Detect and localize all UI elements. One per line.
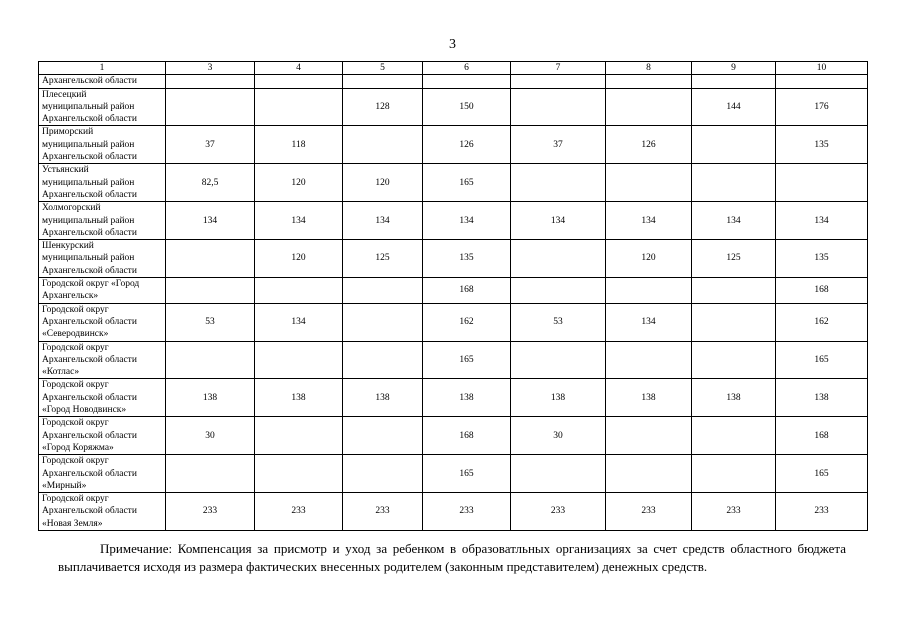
value-cell: 162 bbox=[423, 303, 511, 341]
value-cell: 82,5 bbox=[166, 164, 255, 202]
region-name-line: Городской округ bbox=[42, 342, 109, 353]
value-cell: 165 bbox=[776, 455, 868, 493]
region-name-cell bbox=[39, 379, 166, 417]
value-cell bbox=[343, 75, 423, 88]
region-name-line: Городской округ bbox=[42, 380, 109, 391]
value-cell: 233 bbox=[776, 493, 868, 531]
value-cell: 134 bbox=[606, 303, 692, 341]
value-cell: 30 bbox=[511, 417, 606, 455]
value-cell: 144 bbox=[692, 88, 776, 126]
value-cell bbox=[166, 341, 255, 379]
column-header: 6 bbox=[423, 62, 511, 75]
region-name-line: Архангельской области bbox=[42, 316, 137, 327]
region-name-cell bbox=[39, 126, 166, 164]
region-name-line: Архангельской области bbox=[42, 189, 137, 200]
region-name-line: Архангельской области bbox=[42, 152, 137, 163]
value-cell bbox=[255, 75, 343, 88]
value-cell: 128 bbox=[343, 88, 423, 126]
region-name-line: Устьянский bbox=[42, 165, 89, 176]
value-cell: 126 bbox=[423, 126, 511, 164]
region-name-line: Архангельской области bbox=[42, 227, 137, 238]
value-cell: 120 bbox=[343, 164, 423, 202]
value-cell bbox=[692, 126, 776, 164]
value-cell: 125 bbox=[343, 240, 423, 278]
value-cell: 168 bbox=[423, 417, 511, 455]
region-name-cell bbox=[39, 493, 166, 531]
value-cell: 165 bbox=[776, 341, 868, 379]
value-cell: 138 bbox=[692, 379, 776, 417]
value-cell: 233 bbox=[343, 493, 423, 531]
region-name-cell bbox=[39, 455, 166, 493]
table-row bbox=[39, 75, 868, 88]
region-name-line: Шенкурский bbox=[42, 241, 94, 252]
region-name-line: Городской округ bbox=[42, 418, 109, 429]
region-name-line: Приморский bbox=[42, 127, 94, 138]
value-cell bbox=[511, 341, 606, 379]
column-header: 8 bbox=[606, 62, 692, 75]
region-name-line: Городской округ bbox=[42, 456, 109, 467]
value-cell bbox=[606, 75, 692, 88]
value-cell: 138 bbox=[776, 379, 868, 417]
region-name-line: Архангельской области bbox=[42, 265, 137, 276]
value-cell: 135 bbox=[776, 126, 868, 164]
region-name-line: Архангельск» bbox=[42, 291, 99, 302]
value-cell bbox=[343, 278, 423, 304]
value-cell: 233 bbox=[255, 493, 343, 531]
value-cell bbox=[255, 417, 343, 455]
table-row bbox=[39, 303, 868, 341]
value-cell bbox=[606, 88, 692, 126]
column-header: 4 bbox=[255, 62, 343, 75]
region-name-line: муниципальный район bbox=[42, 177, 135, 188]
region-name-line: муниципальный район bbox=[42, 253, 135, 264]
value-cell: 134 bbox=[255, 202, 343, 240]
value-cell bbox=[692, 417, 776, 455]
table-row bbox=[39, 417, 868, 455]
value-cell: 53 bbox=[166, 303, 255, 341]
region-name-line: «Мирный» bbox=[42, 480, 87, 491]
region-name-cell bbox=[39, 88, 166, 126]
region-name-line: «Северодвинск» bbox=[42, 329, 109, 340]
region-name-line: Городской округ bbox=[42, 304, 109, 315]
region-name-cell bbox=[39, 75, 166, 88]
value-cell: 138 bbox=[606, 379, 692, 417]
value-cell bbox=[692, 164, 776, 202]
value-cell bbox=[511, 455, 606, 493]
region-name-line: Архангельской области bbox=[42, 430, 137, 441]
value-cell bbox=[343, 455, 423, 493]
value-cell: 233 bbox=[606, 493, 692, 531]
value-cell: 134 bbox=[606, 202, 692, 240]
value-cell bbox=[166, 455, 255, 493]
value-cell: 134 bbox=[255, 303, 343, 341]
value-cell bbox=[606, 417, 692, 455]
value-cell bbox=[423, 75, 511, 88]
region-name-line: муниципальный район bbox=[42, 215, 135, 226]
table-row bbox=[39, 88, 868, 126]
value-cell: 30 bbox=[166, 417, 255, 455]
table-row bbox=[39, 341, 868, 379]
value-cell: 134 bbox=[692, 202, 776, 240]
value-cell: 135 bbox=[423, 240, 511, 278]
value-cell bbox=[166, 75, 255, 88]
table-row bbox=[39, 278, 868, 304]
region-name-line: Архангельской области bbox=[42, 114, 137, 125]
value-cell: 150 bbox=[423, 88, 511, 126]
value-cell bbox=[255, 88, 343, 126]
column-header: 3 bbox=[166, 62, 255, 75]
region-name-line: Архангельской области bbox=[42, 468, 137, 479]
table-row bbox=[39, 455, 868, 493]
value-cell: 135 bbox=[776, 240, 868, 278]
value-cell: 37 bbox=[511, 126, 606, 164]
table-row bbox=[39, 126, 868, 164]
value-cell bbox=[255, 341, 343, 379]
value-cell bbox=[511, 88, 606, 126]
value-cell: 168 bbox=[776, 417, 868, 455]
value-cell bbox=[166, 240, 255, 278]
value-cell: 120 bbox=[606, 240, 692, 278]
region-name-line: Городской округ «Город bbox=[42, 279, 140, 290]
value-cell bbox=[511, 240, 606, 278]
region-name-line: муниципальный район bbox=[42, 139, 135, 150]
value-cell bbox=[343, 126, 423, 164]
table-header-row bbox=[39, 62, 868, 75]
value-cell: 53 bbox=[511, 303, 606, 341]
value-cell bbox=[166, 88, 255, 126]
value-cell: 120 bbox=[255, 164, 343, 202]
value-cell bbox=[606, 164, 692, 202]
region-name-line: Плесецкий bbox=[42, 89, 87, 100]
value-cell bbox=[343, 417, 423, 455]
value-cell: 138 bbox=[166, 379, 255, 417]
region-name-line: «Город Коряжма» bbox=[42, 442, 114, 453]
value-cell: 165 bbox=[423, 455, 511, 493]
region-name-cell bbox=[39, 303, 166, 341]
value-cell bbox=[692, 455, 776, 493]
value-cell: 233 bbox=[511, 493, 606, 531]
region-name-line: Городской округ bbox=[42, 494, 109, 505]
compensation-table bbox=[38, 61, 868, 531]
region-name-line: Холмогорский bbox=[42, 203, 101, 214]
value-cell: 233 bbox=[692, 493, 776, 531]
value-cell bbox=[255, 455, 343, 493]
column-header: 5 bbox=[343, 62, 423, 75]
column-header: 7 bbox=[511, 62, 606, 75]
value-cell: 176 bbox=[776, 88, 868, 126]
region-name-line: Архангельской области bbox=[42, 392, 137, 403]
value-cell: 233 bbox=[423, 493, 511, 531]
value-cell: 138 bbox=[343, 379, 423, 417]
region-name-line: «Город Новодвинск» bbox=[42, 405, 127, 416]
region-name-line: Архангельской области bbox=[42, 354, 137, 365]
value-cell bbox=[692, 278, 776, 304]
value-cell: 165 bbox=[423, 341, 511, 379]
region-name-cell bbox=[39, 240, 166, 278]
value-cell: 134 bbox=[343, 202, 423, 240]
table-body bbox=[39, 75, 868, 531]
value-cell: 165 bbox=[423, 164, 511, 202]
value-cell: 168 bbox=[423, 278, 511, 304]
region-name-line: Архангельской области bbox=[42, 506, 137, 517]
compensation-table-container bbox=[38, 61, 867, 531]
region-name-cell bbox=[39, 278, 166, 304]
value-cell: 138 bbox=[423, 379, 511, 417]
region-name-line: Архангельской области bbox=[42, 76, 137, 87]
column-header: 9 bbox=[692, 62, 776, 75]
table-row bbox=[39, 379, 868, 417]
value-cell: 138 bbox=[255, 379, 343, 417]
value-cell: 134 bbox=[423, 202, 511, 240]
value-cell: 37 bbox=[166, 126, 255, 164]
value-cell bbox=[606, 341, 692, 379]
value-cell bbox=[606, 455, 692, 493]
value-cell: 134 bbox=[776, 202, 868, 240]
value-cell bbox=[692, 303, 776, 341]
value-cell bbox=[776, 164, 868, 202]
value-cell: 126 bbox=[606, 126, 692, 164]
table-row bbox=[39, 493, 868, 531]
column-header: 1 bbox=[39, 62, 166, 75]
table-row bbox=[39, 164, 868, 202]
value-cell bbox=[343, 303, 423, 341]
value-cell bbox=[255, 278, 343, 304]
table-row bbox=[39, 240, 868, 278]
value-cell bbox=[511, 164, 606, 202]
table-row bbox=[39, 202, 868, 240]
value-cell bbox=[511, 75, 606, 88]
value-cell bbox=[166, 278, 255, 304]
region-name-cell bbox=[39, 202, 166, 240]
value-cell bbox=[511, 278, 606, 304]
footnote: Примечание: Компенсация за присмотр и уход за ребенком в образоватльных организациях за счет средств областного бюджета выплачивается исходя из размера фактических внесенных родителем (законным представителем) денежных средств. bbox=[58, 541, 846, 574]
value-cell: 120 bbox=[255, 240, 343, 278]
value-cell: 134 bbox=[511, 202, 606, 240]
value-cell bbox=[343, 341, 423, 379]
value-cell: 138 bbox=[511, 379, 606, 417]
region-name-line: «Новая Земля» bbox=[42, 518, 103, 529]
value-cell bbox=[606, 278, 692, 304]
value-cell: 233 bbox=[166, 493, 255, 531]
value-cell: 118 bbox=[255, 126, 343, 164]
value-cell: 125 bbox=[692, 240, 776, 278]
value-cell bbox=[776, 75, 868, 88]
value-cell bbox=[692, 341, 776, 379]
value-cell: 162 bbox=[776, 303, 868, 341]
region-name-cell bbox=[39, 341, 166, 379]
region-name-line: «Котлас» bbox=[42, 367, 80, 378]
column-header: 10 bbox=[776, 62, 868, 75]
region-name-line: муниципальный район bbox=[42, 101, 135, 112]
value-cell: 168 bbox=[776, 278, 868, 304]
region-name-cell bbox=[39, 417, 166, 455]
value-cell bbox=[692, 75, 776, 88]
value-cell: 134 bbox=[166, 202, 255, 240]
page-number: 3 bbox=[449, 37, 456, 52]
region-name-cell bbox=[39, 164, 166, 202]
